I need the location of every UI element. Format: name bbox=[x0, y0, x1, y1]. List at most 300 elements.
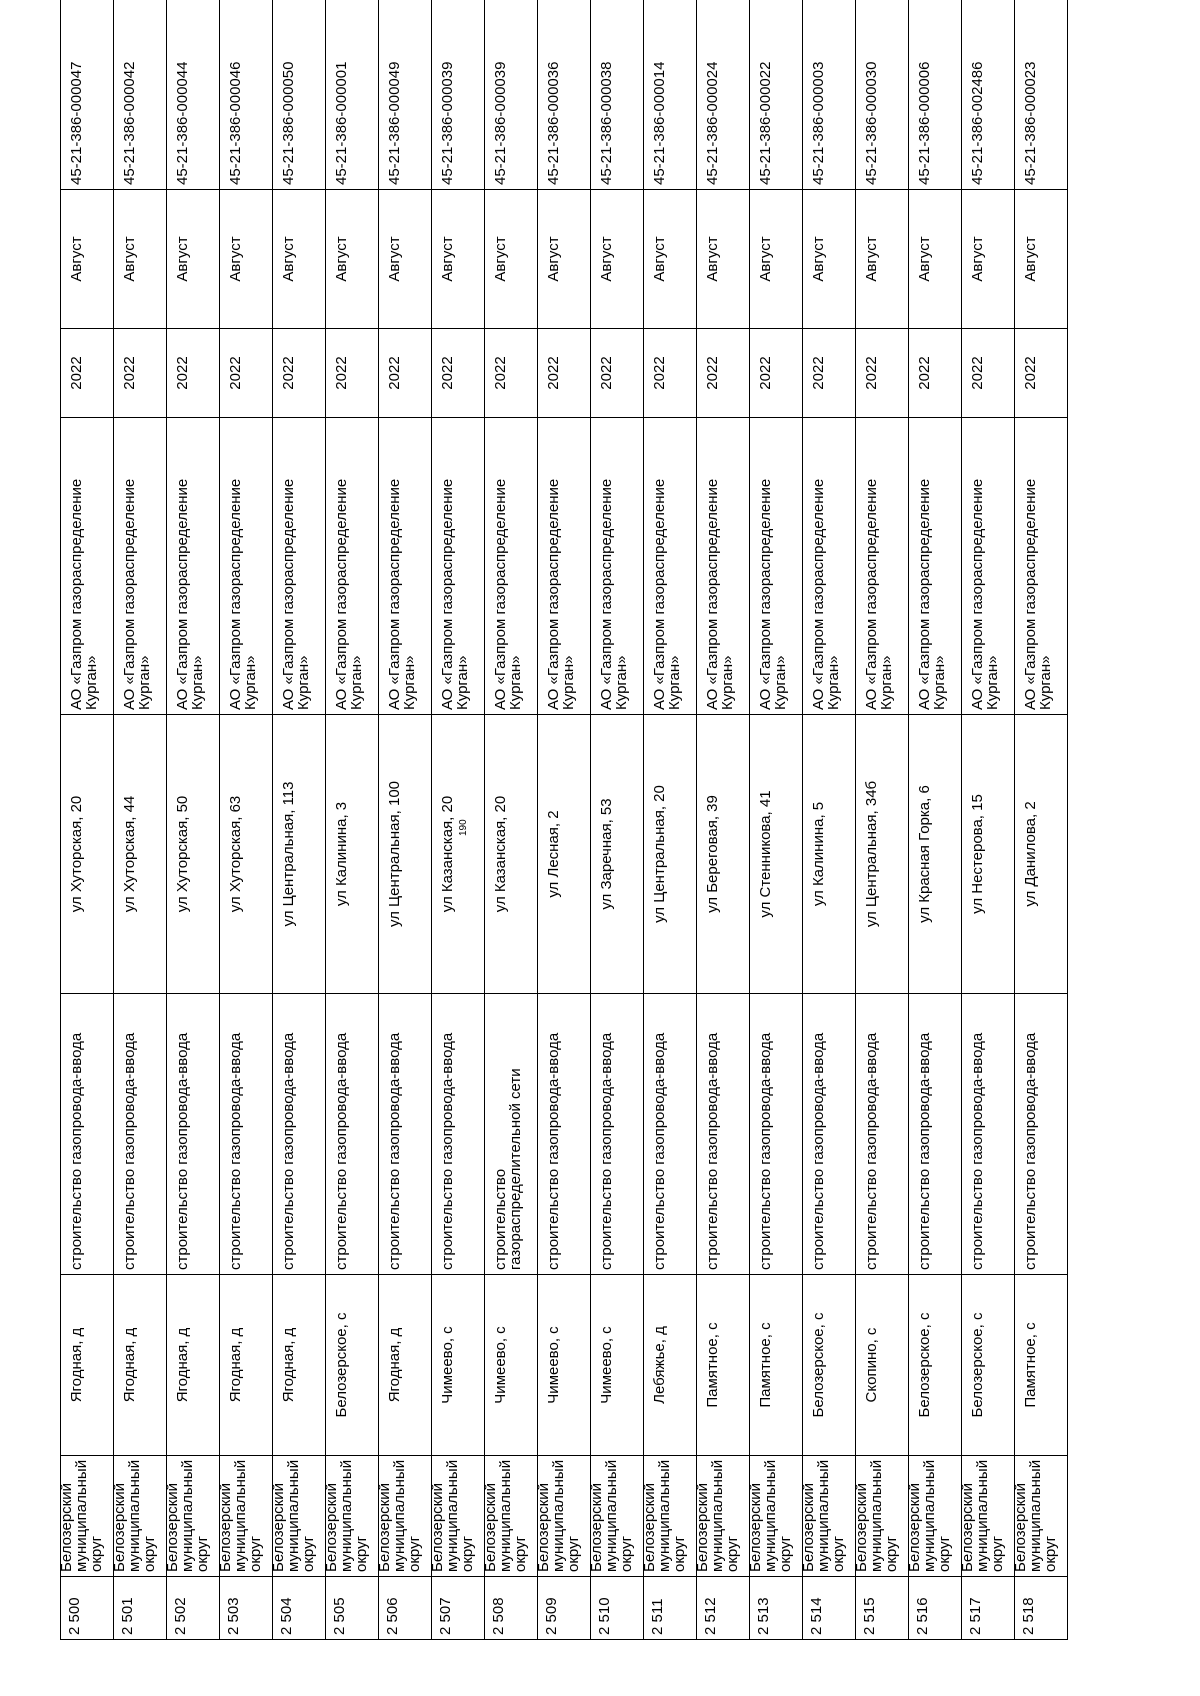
month-cell bbox=[803, 190, 856, 329]
year-cell bbox=[114, 329, 167, 418]
work-type-cell-text: строительство газопровода-ввода bbox=[121, 1032, 138, 1270]
gas-connections-table bbox=[60, 0, 1068, 1640]
work-type-cell bbox=[167, 994, 220, 1275]
work-type-cell-text: строительство газопровода-ввода bbox=[386, 1032, 403, 1270]
table-row bbox=[1015, 0, 1068, 1640]
settlement-cell-text: Памятное, с bbox=[704, 1322, 721, 1408]
row-number-cell bbox=[591, 1577, 644, 1640]
settlement-cell bbox=[803, 1275, 856, 1456]
row-number-cell-text: 2 514 bbox=[808, 1597, 825, 1635]
organization-cell bbox=[538, 418, 591, 715]
row-number-cell bbox=[273, 1577, 326, 1640]
district-cell bbox=[376, 1456, 432, 1577]
month-cell-text: Август bbox=[545, 236, 562, 282]
row-number-cell-text: 2 517 bbox=[967, 1597, 984, 1635]
row-number-cell bbox=[114, 1577, 167, 1640]
settlement-cell bbox=[1015, 1275, 1068, 1456]
row-number-cell-text: 2 502 bbox=[172, 1597, 189, 1635]
year-cell-text: 2022 bbox=[704, 356, 721, 390]
code-cell bbox=[538, 0, 591, 190]
year-cell bbox=[962, 329, 1015, 418]
district-cell-text: Белозерский муниципальный округ bbox=[959, 1459, 1006, 1572]
address-cell bbox=[220, 715, 273, 994]
code-cell-text: 45-21-386-000044 bbox=[174, 61, 191, 185]
row-number-cell bbox=[485, 1577, 538, 1640]
district-cell bbox=[853, 1456, 909, 1577]
organization-cell-text: АО «Газпром газораспределение Курган» bbox=[280, 478, 312, 710]
work-type-cell-text: строительство газопровода-ввода bbox=[598, 1032, 615, 1270]
code-cell bbox=[167, 0, 220, 190]
work-type-cell bbox=[856, 994, 909, 1275]
row-number-cell bbox=[167, 1577, 220, 1640]
district-cell-text: Белозерский муниципальный округ bbox=[800, 1459, 847, 1572]
work-type-cell bbox=[379, 994, 432, 1275]
address-cell-text: ул Центральная, 34б bbox=[863, 780, 880, 928]
district-cell-text: Белозерский муниципальный округ bbox=[694, 1459, 741, 1572]
year-cell bbox=[803, 329, 856, 418]
settlement-cell-text: Чимеево, с bbox=[598, 1326, 615, 1404]
month-cell bbox=[909, 190, 962, 329]
table-row bbox=[803, 0, 856, 1640]
row-number-cell-text: 2 508 bbox=[490, 1597, 507, 1635]
organization-cell bbox=[485, 418, 538, 715]
row-number-cell bbox=[909, 1577, 962, 1640]
district-cell-text: Белозерский муниципальный округ bbox=[906, 1459, 953, 1572]
settlement-cell bbox=[114, 1275, 167, 1456]
work-type-cell-text: строительство газопровода-ввода bbox=[227, 1032, 244, 1270]
organization-cell bbox=[856, 418, 909, 715]
code-cell-text: 45-21-386-000022 bbox=[757, 61, 774, 185]
work-type-cell-text: строительство газопровода-ввода bbox=[280, 1032, 297, 1270]
work-type-cell bbox=[538, 994, 591, 1275]
row-number-cell-text: 2 513 bbox=[755, 1597, 772, 1635]
code-cell-text: 45-21-386-000030 bbox=[863, 61, 880, 185]
work-type-cell-text: строительство газопровода-ввода bbox=[757, 1032, 774, 1270]
month-cell-text: Август bbox=[916, 236, 933, 282]
month-cell bbox=[167, 190, 220, 329]
organization-cell-text: АО «Газпром газораспределение Курган» bbox=[68, 478, 100, 710]
district-cell bbox=[694, 1456, 750, 1577]
work-type-cell bbox=[432, 994, 485, 1275]
settlement-cell bbox=[750, 1275, 803, 1456]
work-type-cell bbox=[644, 994, 697, 1275]
year-cell-text: 2022 bbox=[916, 356, 933, 390]
district-cell bbox=[323, 1456, 379, 1577]
work-type-cell bbox=[750, 994, 803, 1275]
address-cell bbox=[379, 715, 432, 994]
month-cell bbox=[61, 190, 114, 329]
year-cell bbox=[220, 329, 273, 418]
table-body bbox=[58, 0, 1068, 1640]
address-cell-text: ул Хуторская, 44 bbox=[121, 795, 138, 913]
year-cell bbox=[856, 329, 909, 418]
settlement-cell-text: Белозерское, с bbox=[916, 1312, 933, 1418]
address-cell bbox=[485, 715, 538, 994]
work-type-cell bbox=[962, 994, 1015, 1275]
table-row bbox=[61, 0, 114, 1640]
year-cell bbox=[485, 329, 538, 418]
address-cell bbox=[167, 715, 220, 994]
work-type-cell-text: строительство газопровода-ввода bbox=[969, 1032, 986, 1270]
address-cell bbox=[61, 715, 114, 994]
district-cell bbox=[58, 1456, 114, 1577]
address-cell-text: ул Береговая, 39 bbox=[704, 795, 721, 913]
settlement-cell bbox=[485, 1275, 538, 1456]
month-cell-text: Август bbox=[439, 236, 456, 282]
code-cell bbox=[220, 0, 273, 190]
row-number-cell-text: 2 510 bbox=[596, 1597, 613, 1635]
row-number-cell bbox=[803, 1577, 856, 1640]
table-row bbox=[485, 0, 538, 1640]
year-cell bbox=[697, 329, 750, 418]
address-cell bbox=[962, 715, 1015, 994]
settlement-cell bbox=[432, 1275, 485, 1456]
address-cell bbox=[538, 715, 591, 994]
month-cell bbox=[1015, 190, 1068, 329]
settlement-cell-text: Белозерское, с bbox=[333, 1312, 350, 1418]
code-cell bbox=[114, 0, 167, 190]
address-cell bbox=[326, 715, 379, 994]
district-cell bbox=[747, 1456, 803, 1577]
settlement-cell bbox=[856, 1275, 909, 1456]
district-cell bbox=[535, 1456, 591, 1577]
work-type-cell-text: строительство газопровода-ввода bbox=[863, 1032, 880, 1270]
month-cell-text: Август bbox=[492, 236, 509, 282]
organization-cell-text: АО «Газпром газораспределение Курган» bbox=[969, 478, 1001, 710]
settlement-cell-text: Ягодная, д bbox=[280, 1327, 297, 1403]
year-cell bbox=[591, 329, 644, 418]
month-cell bbox=[856, 190, 909, 329]
organization-cell bbox=[962, 418, 1015, 715]
district-cell-text: Белозерский муниципальный округ bbox=[323, 1459, 370, 1572]
year-cell-text: 2022 bbox=[969, 356, 986, 390]
work-type-cell-text: строительство газопровода-ввода bbox=[651, 1032, 668, 1270]
district-cell-text: Белозерский муниципальный округ bbox=[482, 1459, 529, 1572]
settlement-cell bbox=[962, 1275, 1015, 1456]
work-type-cell bbox=[697, 994, 750, 1275]
month-cell-text: Август bbox=[651, 236, 668, 282]
organization-cell-text: АО «Газпром газораспределение Курган» bbox=[651, 478, 683, 710]
table-row bbox=[167, 0, 220, 1640]
code-cell bbox=[379, 0, 432, 190]
code-cell bbox=[326, 0, 379, 190]
address-cell-text: ул Центральная, 100 bbox=[386, 780, 403, 928]
year-cell-text: 2022 bbox=[1022, 356, 1039, 390]
work-type-cell bbox=[61, 994, 114, 1275]
address-cell-text: ул Калинина, 3 bbox=[333, 801, 350, 907]
settlement-cell-text: Ягодная, д bbox=[227, 1327, 244, 1403]
address-cell bbox=[591, 715, 644, 994]
month-cell-text: Август bbox=[280, 236, 297, 282]
year-cell-text: 2022 bbox=[68, 356, 85, 390]
month-cell-text: Август bbox=[68, 236, 85, 282]
address-cell-text: ул Казанская, 20 bbox=[492, 795, 509, 913]
row-number-cell bbox=[379, 1577, 432, 1640]
work-type-cell-text: строительство газораспределительной сети bbox=[492, 1068, 524, 1270]
district-cell bbox=[641, 1456, 697, 1577]
table-row bbox=[750, 0, 803, 1640]
address-cell bbox=[644, 715, 697, 994]
settlement-cell-text: Ягодная, д bbox=[121, 1327, 138, 1403]
settlement-cell-text: Чимеево, с bbox=[439, 1326, 456, 1404]
month-cell-text: Август bbox=[121, 236, 138, 282]
settlement-cell bbox=[326, 1275, 379, 1456]
work-type-cell bbox=[909, 994, 962, 1275]
settlement-cell-text: Чимеево, с bbox=[492, 1326, 509, 1404]
settlement-cell bbox=[220, 1275, 273, 1456]
month-cell-text: Август bbox=[704, 236, 721, 282]
work-type-cell-text: строительство газопровода-ввода bbox=[439, 1032, 456, 1270]
code-cell bbox=[61, 0, 114, 190]
page-number: 190 bbox=[458, 819, 469, 836]
district-cell bbox=[217, 1456, 273, 1577]
district-cell-text: Белозерский муниципальный округ bbox=[111, 1459, 158, 1572]
row-number-cell bbox=[432, 1577, 485, 1640]
address-cell-text: ул Стенникова, 41 bbox=[757, 790, 774, 918]
organization-cell bbox=[273, 418, 326, 715]
address-cell bbox=[432, 715, 485, 994]
organization-cell-text: АО «Газпром газораспределение Курган» bbox=[757, 478, 789, 710]
code-cell-text: 45-21-386-000014 bbox=[651, 61, 668, 185]
row-number-cell bbox=[220, 1577, 273, 1640]
settlement-cell bbox=[61, 1275, 114, 1456]
code-cell-text: 45-21-386-000039 bbox=[439, 61, 456, 185]
district-cell-text: Белозерский муниципальный округ bbox=[376, 1459, 423, 1572]
year-cell-text: 2022 bbox=[545, 356, 562, 390]
code-cell-text: 45-21-386-000001 bbox=[333, 61, 350, 185]
month-cell-text: Август bbox=[227, 236, 244, 282]
organization-cell-text: АО «Газпром газораспределение Курган» bbox=[333, 478, 365, 710]
address-cell-text: ул Казанская, 20 bbox=[439, 795, 456, 913]
settlement-cell bbox=[591, 1275, 644, 1456]
year-cell bbox=[909, 329, 962, 418]
row-number-cell bbox=[61, 1577, 114, 1640]
code-cell bbox=[485, 0, 538, 190]
row-number-cell-text: 2 504 bbox=[278, 1597, 295, 1635]
organization-cell bbox=[432, 418, 485, 715]
row-number-cell-text: 2 516 bbox=[914, 1597, 931, 1635]
year-cell-text: 2022 bbox=[386, 356, 403, 390]
table-row bbox=[591, 0, 644, 1640]
district-cell-text: Белозерский муниципальный округ bbox=[853, 1459, 900, 1572]
table-row bbox=[273, 0, 326, 1640]
district-cell-text: Белозерский муниципальный округ bbox=[535, 1459, 582, 1572]
row-number-cell-text: 2 511 bbox=[649, 1598, 666, 1635]
district-cell bbox=[959, 1456, 1015, 1577]
row-number-cell-text: 2 518 bbox=[1020, 1597, 1037, 1635]
table-row bbox=[114, 0, 167, 1640]
month-cell bbox=[220, 190, 273, 329]
row-number-cell-text: 2 507 bbox=[437, 1597, 454, 1635]
row-number-cell-text: 2 509 bbox=[543, 1597, 560, 1635]
work-type-cell bbox=[1015, 994, 1068, 1275]
organization-cell-text: АО «Газпром газораспределение Курган» bbox=[386, 478, 418, 710]
code-cell-text: 45-21-386-000023 bbox=[1022, 61, 1039, 185]
code-cell-text: 45-21-386-000024 bbox=[704, 61, 721, 185]
organization-cell bbox=[1015, 418, 1068, 715]
month-cell-text: Август bbox=[810, 236, 827, 282]
address-cell-text: ул Хуторская, 50 bbox=[174, 795, 191, 913]
settlement-cell-text: Памятное, с bbox=[757, 1322, 774, 1408]
year-cell-text: 2022 bbox=[439, 356, 456, 390]
settlement-cell bbox=[644, 1275, 697, 1456]
month-cell-text: Август bbox=[333, 236, 350, 282]
year-cell bbox=[273, 329, 326, 418]
district-cell bbox=[482, 1456, 538, 1577]
code-cell bbox=[273, 0, 326, 190]
organization-cell-text: АО «Газпром газораспределение Курган» bbox=[1022, 478, 1054, 710]
table-row bbox=[962, 0, 1015, 1640]
month-cell bbox=[379, 190, 432, 329]
organization-cell-text: АО «Газпром газораспределение Курган» bbox=[545, 478, 577, 710]
work-type-cell-text: строительство газопровода-ввода bbox=[333, 1032, 350, 1270]
settlement-cell bbox=[379, 1275, 432, 1456]
rotated-page bbox=[58, 61, 1080, 1640]
code-cell-text: 45-21-386-000042 bbox=[121, 61, 138, 185]
code-cell-text: 45-21-386-000050 bbox=[280, 61, 297, 185]
code-cell bbox=[432, 0, 485, 190]
code-cell-text: 45-21-386-000049 bbox=[386, 61, 403, 185]
code-cell bbox=[856, 0, 909, 190]
year-cell-text: 2022 bbox=[174, 356, 191, 390]
address-cell-text: ул Красная Горка, 6 bbox=[916, 785, 933, 923]
row-number-cell bbox=[644, 1577, 697, 1640]
address-cell-text: ул Нестерова, 15 bbox=[969, 794, 986, 914]
settlement-cell bbox=[697, 1275, 750, 1456]
work-type-cell-text: строительство газопровода-ввода bbox=[704, 1032, 721, 1270]
year-cell-text: 2022 bbox=[757, 356, 774, 390]
organization-cell bbox=[61, 418, 114, 715]
code-cell-text: 45-21-386-002486 bbox=[969, 61, 986, 185]
settlement-cell bbox=[167, 1275, 220, 1456]
district-cell-text: Белозерский муниципальный округ bbox=[58, 1459, 105, 1572]
table-row bbox=[432, 0, 485, 1640]
address-cell-text: ул Заречная, 53 bbox=[598, 798, 615, 910]
settlement-cell-text: Чимеево, с bbox=[545, 1326, 562, 1404]
settlement-cell-text: Ягодная, д bbox=[68, 1327, 85, 1403]
work-type-cell bbox=[114, 994, 167, 1275]
address-cell bbox=[273, 715, 326, 994]
month-cell-text: Август bbox=[969, 236, 986, 282]
table-row bbox=[856, 0, 909, 1640]
work-type-cell bbox=[591, 994, 644, 1275]
month-cell bbox=[326, 190, 379, 329]
year-cell-text: 2022 bbox=[333, 356, 350, 390]
table-row bbox=[909, 0, 962, 1640]
district-cell bbox=[906, 1456, 962, 1577]
row-number-cell bbox=[538, 1577, 591, 1640]
table-row bbox=[538, 0, 591, 1640]
settlement-cell-text: Скопино, с bbox=[863, 1327, 880, 1403]
address-cell bbox=[856, 715, 909, 994]
district-cell-text: Белозерский муниципальный округ bbox=[641, 1459, 688, 1572]
work-type-cell-text: строительство газопровода-ввода bbox=[916, 1032, 933, 1270]
month-cell-text: Август bbox=[757, 236, 774, 282]
year-cell-text: 2022 bbox=[598, 356, 615, 390]
settlement-cell bbox=[909, 1275, 962, 1456]
code-cell bbox=[750, 0, 803, 190]
code-cell bbox=[591, 0, 644, 190]
row-number-cell-text: 2 506 bbox=[384, 1597, 401, 1635]
settlement-cell-text: Памятное, с bbox=[1022, 1322, 1039, 1408]
year-cell-text: 2022 bbox=[280, 356, 297, 390]
year-cell-text: 2022 bbox=[492, 356, 509, 390]
organization-cell-text: АО «Газпром газораспределение Курган» bbox=[174, 478, 206, 710]
settlement-cell-text: Белозерское, с bbox=[810, 1312, 827, 1418]
address-cell-text: ул Калинина, 5 bbox=[810, 801, 827, 907]
month-cell-text: Август bbox=[863, 236, 880, 282]
year-cell-text: 2022 bbox=[227, 356, 244, 390]
year-cell-text: 2022 bbox=[863, 356, 880, 390]
address-cell bbox=[750, 715, 803, 994]
organization-cell bbox=[167, 418, 220, 715]
organization-cell bbox=[644, 418, 697, 715]
year-cell bbox=[61, 329, 114, 418]
row-number-cell bbox=[326, 1577, 379, 1640]
year-cell bbox=[432, 329, 485, 418]
work-type-cell-text: строительство газопровода-ввода bbox=[545, 1032, 562, 1270]
settlement-cell-text: Белозерское, с bbox=[969, 1312, 986, 1418]
organization-cell-text: АО «Газпром газораспределение Курган» bbox=[704, 478, 736, 710]
settlement-cell-text: Ягодная, д bbox=[386, 1327, 403, 1403]
code-cell bbox=[697, 0, 750, 190]
address-cell-text: ул Данилова, 2 bbox=[1022, 801, 1039, 907]
district-cell bbox=[270, 1456, 326, 1577]
year-cell-text: 2022 bbox=[121, 356, 138, 390]
district-cell-text: Белозерский муниципальный округ bbox=[747, 1459, 794, 1572]
month-cell bbox=[273, 190, 326, 329]
work-type-cell bbox=[220, 994, 273, 1275]
settlement-cell-text: Ягодная, д bbox=[174, 1327, 191, 1403]
organization-cell bbox=[220, 418, 273, 715]
work-type-cell bbox=[273, 994, 326, 1275]
code-cell bbox=[803, 0, 856, 190]
district-cell bbox=[800, 1456, 856, 1577]
work-type-cell bbox=[326, 994, 379, 1275]
code-cell-text: 45-21-386-000046 bbox=[227, 61, 244, 185]
code-cell-text: 45-21-386-000036 bbox=[545, 61, 562, 185]
address-cell bbox=[803, 715, 856, 994]
organization-cell-text: АО «Газпром газораспределение Курган» bbox=[810, 478, 842, 710]
year-cell bbox=[538, 329, 591, 418]
organization-cell-text: АО «Газпром газораспределение Курган» bbox=[598, 478, 630, 710]
organization-cell-text: АО «Газпром газораспределение Курган» bbox=[439, 478, 471, 710]
organization-cell bbox=[591, 418, 644, 715]
code-cell-text: 45-21-386-000038 bbox=[598, 61, 615, 185]
code-cell bbox=[644, 0, 697, 190]
address-cell-text: ул Хуторская, 63 bbox=[227, 795, 244, 913]
month-cell-text: Август bbox=[1022, 236, 1039, 282]
code-cell bbox=[1015, 0, 1068, 190]
month-cell bbox=[432, 190, 485, 329]
district-cell bbox=[1012, 1456, 1068, 1577]
settlement-cell bbox=[538, 1275, 591, 1456]
organization-cell-text: АО «Газпром газораспределение Курган» bbox=[916, 478, 948, 710]
address-cell-text: ул Хуторская, 20 bbox=[68, 795, 85, 913]
address-cell-text: ул Лесная, 2 bbox=[545, 810, 562, 898]
work-type-cell-text: строительство газопровода-ввода bbox=[68, 1032, 85, 1270]
address-cell bbox=[1015, 715, 1068, 994]
settlement-cell bbox=[273, 1275, 326, 1456]
address-cell bbox=[909, 715, 962, 994]
district-cell-text: Белозерский муниципальный округ bbox=[588, 1459, 635, 1572]
year-cell bbox=[167, 329, 220, 418]
month-cell bbox=[750, 190, 803, 329]
year-cell-text: 2022 bbox=[810, 356, 827, 390]
organization-cell-text: АО «Газпром газораспределение Курган» bbox=[227, 478, 259, 710]
organization-cell bbox=[379, 418, 432, 715]
row-number-cell-text: 2 503 bbox=[225, 1597, 242, 1635]
